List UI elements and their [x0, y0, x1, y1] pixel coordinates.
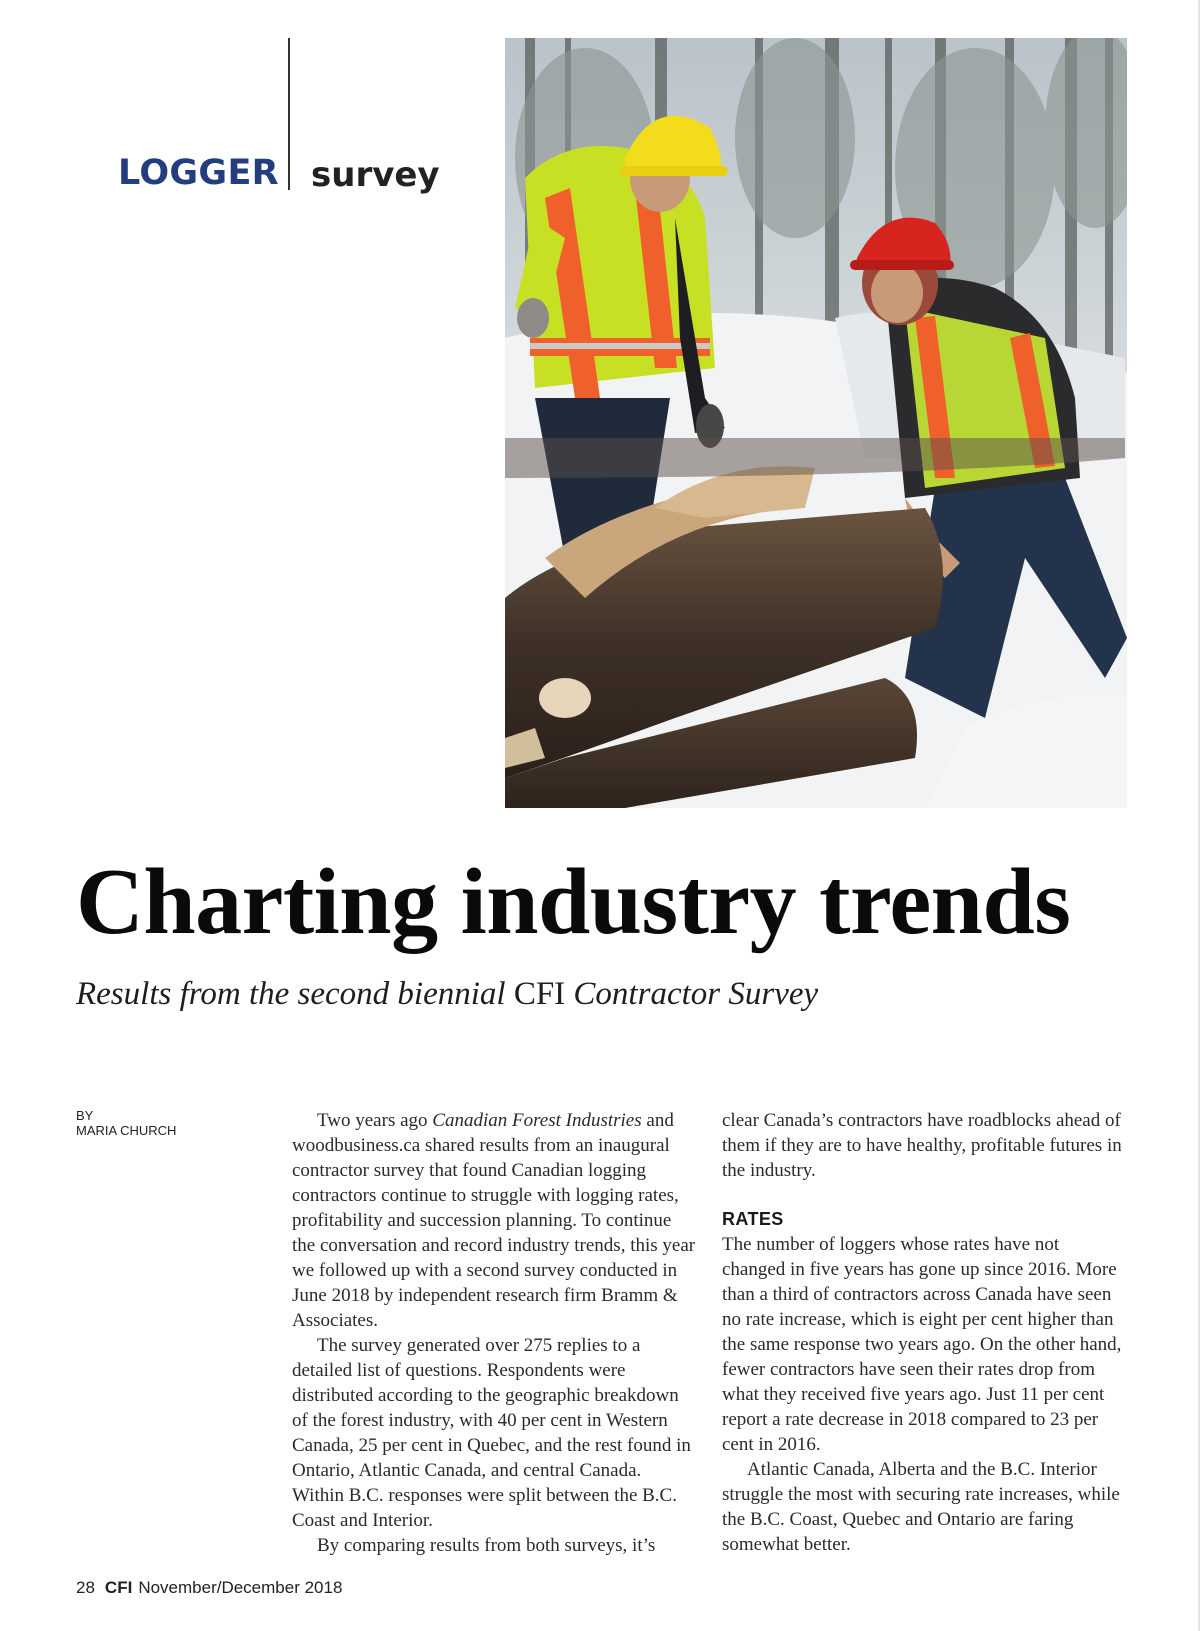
deck-part-3: Contractor Survey — [573, 976, 819, 1012]
page-footer — [76, 1578, 342, 1598]
loggers-photo-illustration — [505, 38, 1127, 808]
section-divider — [288, 38, 290, 190]
section-header — [118, 38, 438, 198]
p1-publication: Canadian Forest Industries — [432, 1110, 642, 1131]
body-paragraph: By comparing results from both surveys, it’s — [317, 1535, 656, 1556]
article-deck — [76, 976, 818, 1013]
p1-text-b: and woodbusiness.ca shared results from an inaugural contractor survey that found Canadian logging contractors continue to struggle with logging rates, profitability and succession planning. To continue the conversation and record industry trends, this year we followed up with a second survey conducted in June 2018 by independent research firm Bramm & Associates. — [292, 1110, 696, 1331]
subheading-rates: RATES — [722, 1209, 784, 1229]
body-paragraph: The number of loggers whose rates have not changed in five years has gone up since 2016. More than a third of contractors across Canada have seen no rate increase, which is eight per cent higher than the same response two years ago. On the other hand, fewer contractors have seen their rates drop from what they received five years ago. Just 11 per cent report a rate decrease in 2018 compared to 23 per cent in 2016. — [722, 1234, 1122, 1455]
body-column-2 — [722, 1108, 1127, 1557]
article-photo — [505, 38, 1127, 808]
body-paragraph — [292, 1108, 697, 1333]
deck-part-2: CFI — [513, 976, 566, 1012]
body-column-1 — [292, 1108, 697, 1558]
byline — [76, 1108, 176, 1138]
body-paragraph: clear Canada’s contractors have roadblocks ahead of them if they are to have healthy, profitable futures in the industry. — [722, 1110, 1122, 1181]
byline-author: MARIA CHURCH — [76, 1123, 177, 1138]
article-headline: Charting industry trends — [76, 850, 1071, 954]
footer-publication: CFI — [104, 1578, 133, 1597]
body-paragraph: The survey generated over 275 replies to a detailed list of questions. Respondents were distributed according to the geographic breakdown of the forest industry, with 40 per cent in Western Canada, 25 per cent in Quebec, and the rest found in Ontario, Atlantic Canada, and central Canada. Within B.C. responses were split between the B.C. Coast and Interior. — [292, 1335, 691, 1531]
section-label-logger: LOGGER — [118, 153, 279, 193]
byline-by: BY — [76, 1108, 94, 1123]
section-label-survey: survey — [311, 155, 440, 195]
deck-part-1: Results from the second biennial — [76, 976, 506, 1012]
p1-text-a: Two years ago — [317, 1110, 433, 1131]
page-number: 28 — [76, 1578, 95, 1597]
footer-issue: November/December 2018 — [138, 1578, 343, 1597]
body-paragraph: Atlantic Canada, Alberta and the B.C. Interior struggle the most with securing rate increases, while the B.C. Coast, Quebec and Ontario are faring somewhat better. — [722, 1459, 1120, 1555]
